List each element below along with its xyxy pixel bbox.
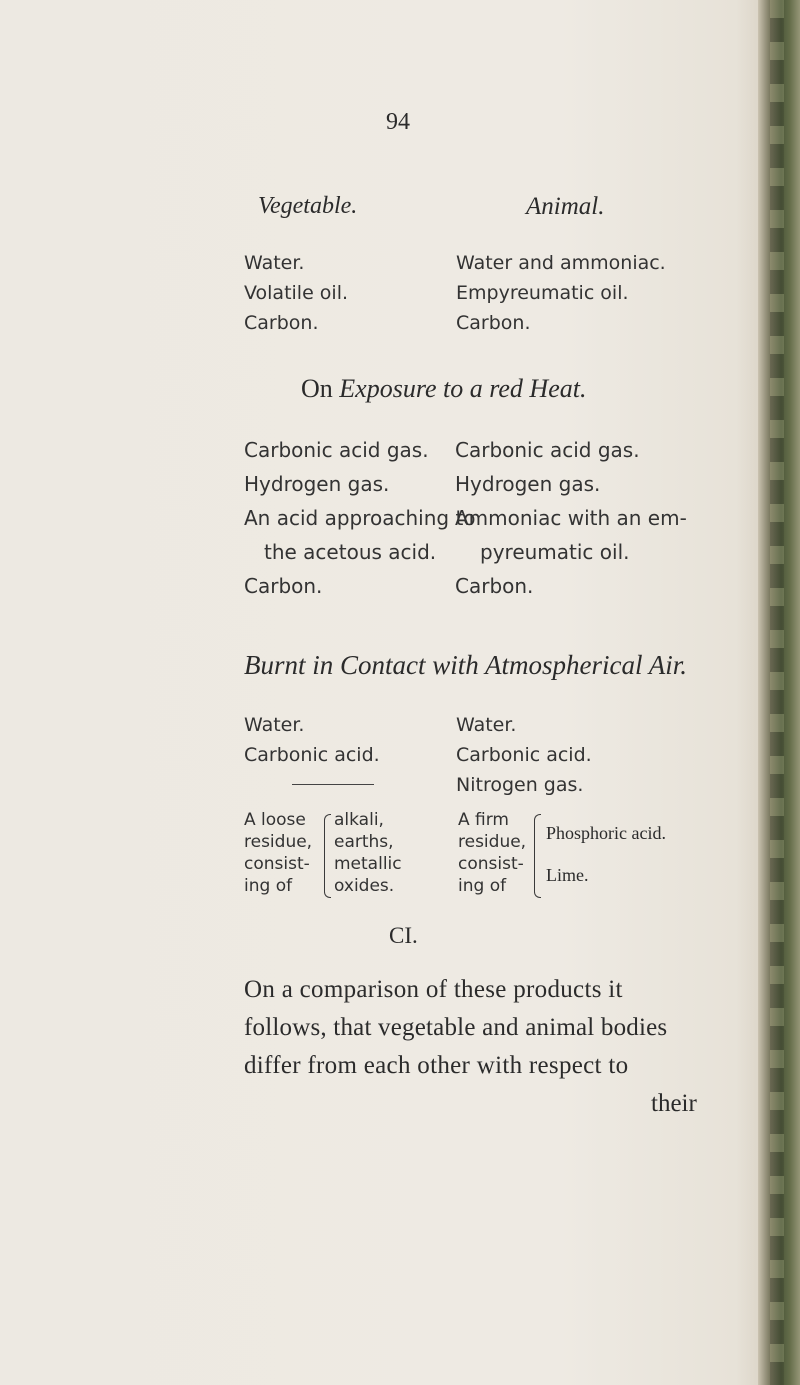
exposure-heading [301,376,586,402]
column-heading-vegetable: Vegetable. [258,193,358,219]
animal-product: Water and ammoniac. [456,252,666,274]
paragraph-line: On a comparison of these products it [244,976,623,1003]
residue-animal-right: Phosphoric acid. [546,823,666,843]
exposure-vegetable-line: Carbon. [244,574,323,598]
exposure-animal-line: pyreumatic oil. [480,540,630,564]
vegetable-product: Carbon. [244,312,319,334]
burnt-vegetable-line: Carbonic acid. [244,744,380,766]
section-number: CI. [389,923,418,948]
animal-product: Carbon. [456,312,531,334]
paragraph-line: differ from each other with respect to [244,1052,629,1079]
residue-vegetable-left: consist- [244,854,310,874]
exposure-heading-rest: Exposure to a red Heat. [339,374,587,403]
residue-animal-left: consist- [458,854,524,874]
residue-vegetable-right: alkali, [334,810,384,830]
burnt-animal-line: Carbonic acid. [456,744,592,766]
exposure-animal-line: Carbon. [455,574,534,598]
residue-vegetable-left: A loose [244,810,306,830]
burnt-animal-line: Water. [456,714,517,736]
residue-animal-right: Lime. [546,865,589,885]
residue-vegetable-right: oxides. [334,876,395,896]
residue-vegetable-right: metallic [334,854,402,874]
paragraph-line: follows, that vegetable and animal bodies [244,1014,668,1041]
burnt-animal-line: Nitrogen gas. [456,774,584,796]
column-heading-animal: Animal. [526,193,605,220]
exposure-vegetable-line: the acetous acid. [264,540,437,564]
exposure-vegetable-line: An acid approaching to [244,506,476,530]
exposure-animal-line: Hydrogen gas. [455,472,601,496]
residue-vegetable-left: residue, [244,832,313,852]
divider-rule [292,784,374,785]
residue-animal-left: A firm [458,810,509,830]
exposure-vegetable-line: Carbonic acid gas. [244,438,429,462]
vegetable-product: Water. [244,252,305,274]
animal-product: Empyreumatic oil. [456,282,629,304]
residue-animal-left: ing of [458,876,507,896]
exposure-animal-line: Ammoniac with an em- [455,506,687,530]
page-number: 94 [386,109,410,135]
residue-animal-left: residue, [458,832,527,852]
burnt-vegetable-line: Water. [244,714,305,736]
residue-vegetable-brace [324,814,331,898]
vegetable-product: Volatile oil. [244,282,349,304]
exposure-vegetable-line: Hydrogen gas. [244,472,390,496]
exposure-heading-on: On [301,374,333,403]
residue-vegetable-right: earths, [334,832,394,852]
exposure-animal-line: Carbonic acid gas. [455,438,640,462]
residue-animal-brace [534,814,541,898]
book-edge-texture [770,0,784,1385]
residue-vegetable-left: ing of [244,876,293,896]
paragraph-line: their [651,1090,697,1117]
burnt-heading: Burnt in Contact with Atmospherical Air. [244,650,688,680]
